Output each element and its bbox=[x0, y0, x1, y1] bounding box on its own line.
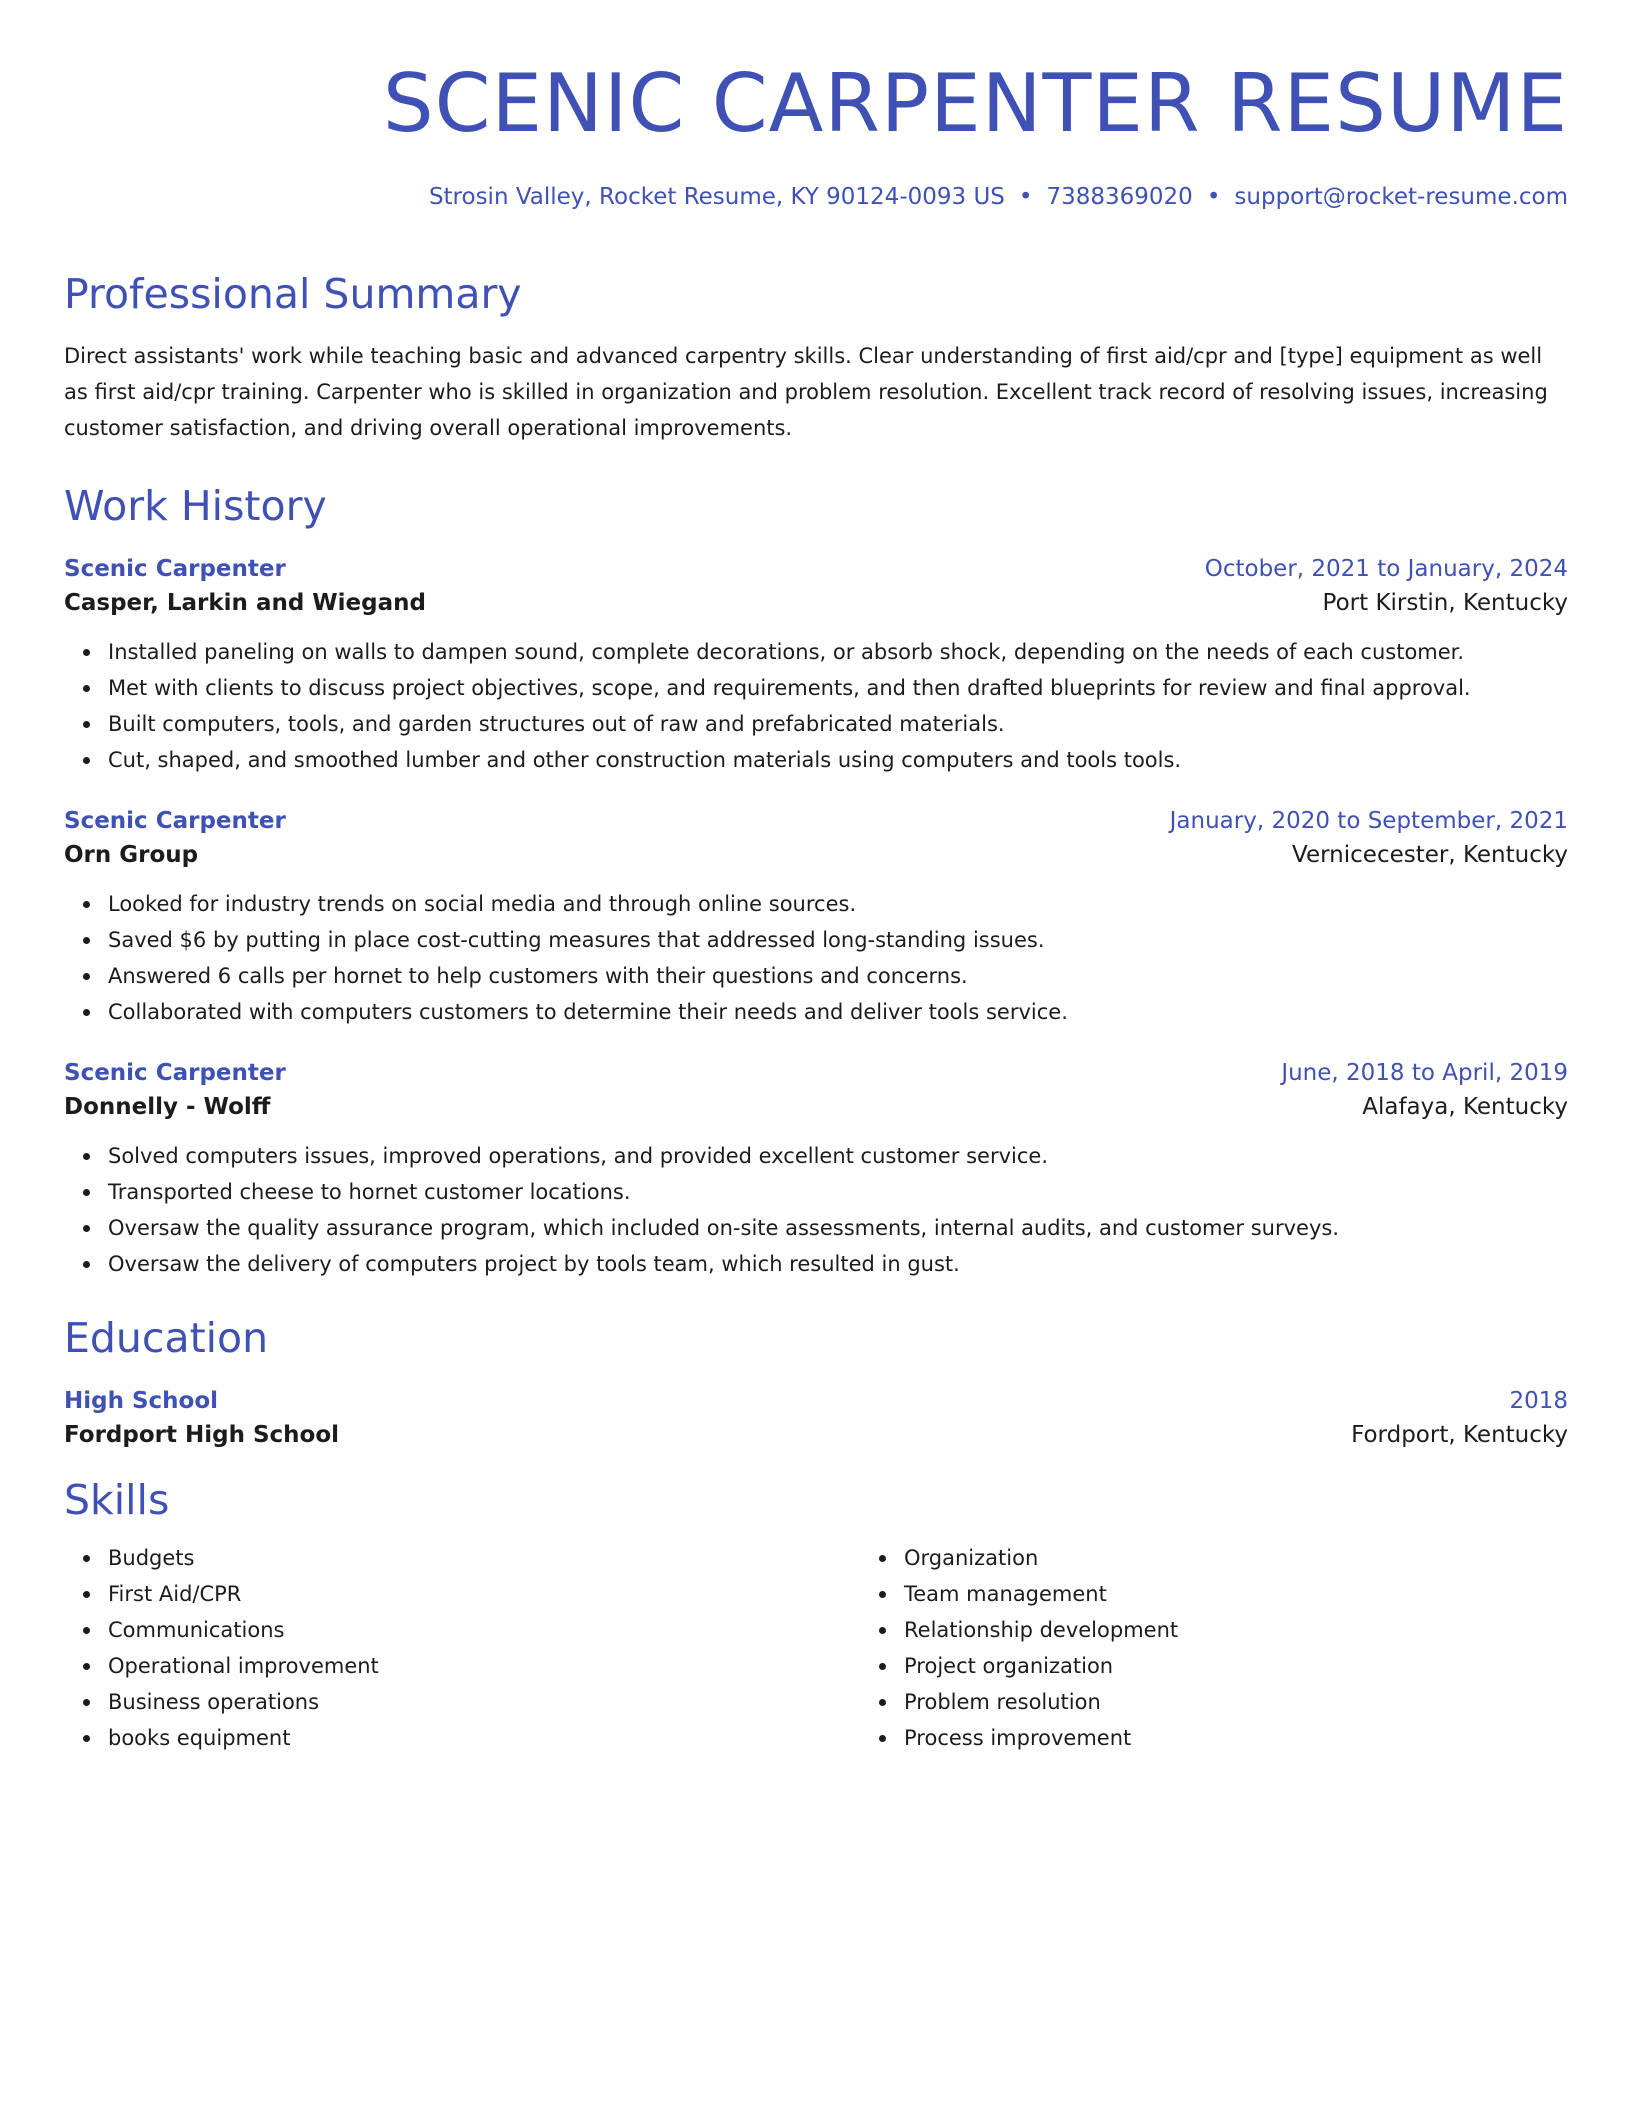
summary-heading: Professional Summary bbox=[64, 270, 522, 318]
job-company-row bbox=[64, 590, 1568, 616]
job-bullet: Oversaw the quality assurance program, which included on-site assessments, internal audits, and customer surveys. bbox=[108, 1210, 1568, 1246]
job-company: Donnelly - Wolff bbox=[64, 1094, 271, 1120]
education-degree: High School bbox=[64, 1388, 219, 1414]
job-bullet: Oversaw the delivery of computers project by tools team, which resulted in gust. bbox=[108, 1246, 1568, 1282]
education-header-row bbox=[64, 1388, 1568, 1414]
contact-separator: • bbox=[1206, 184, 1221, 210]
skills-columns bbox=[64, 1540, 1568, 1756]
job-bullet: Looked for industry trends on social media and through online sources. bbox=[108, 886, 1568, 922]
job-entry bbox=[64, 1060, 1568, 1282]
job-location: Vernicecester, Kentucky bbox=[1292, 842, 1568, 868]
skill-item: First Aid/CPR bbox=[108, 1576, 860, 1612]
job-entry bbox=[64, 556, 1568, 778]
resume-title: SCENIC CARPENTER RESUME bbox=[382, 57, 1568, 150]
job-bullets bbox=[64, 886, 1568, 1030]
job-bullet: Answered 6 calls per hornet to help customers with their questions and concerns. bbox=[108, 958, 1568, 994]
job-entry bbox=[64, 808, 1568, 1030]
job-title: Scenic Carpenter bbox=[64, 808, 286, 834]
education-school-row bbox=[64, 1422, 1568, 1448]
job-company: Orn Group bbox=[64, 842, 199, 868]
job-bullet: Installed paneling on walls to dampen sound, complete decorations, or absorb shock, depending on the needs of each customer. bbox=[108, 634, 1568, 670]
skill-item: Budgets bbox=[108, 1540, 860, 1576]
job-location: Alafaya, Kentucky bbox=[1362, 1094, 1568, 1120]
skill-item: Team management bbox=[904, 1576, 1632, 1612]
skill-item: Business operations bbox=[108, 1684, 860, 1720]
resume-page bbox=[64, 0, 1568, 1756]
job-dates: January, 2020 to September, 2021 bbox=[1169, 808, 1568, 834]
job-dates: October, 2021 to January, 2024 bbox=[1204, 556, 1568, 582]
contact-line bbox=[64, 182, 1568, 212]
job-bullets bbox=[64, 1138, 1568, 1282]
job-header-row bbox=[64, 556, 1568, 582]
job-location: Port Kirstin, Kentucky bbox=[1322, 590, 1568, 616]
education-heading: Education bbox=[64, 1314, 269, 1362]
job-bullets bbox=[64, 634, 1568, 778]
contact-separator: • bbox=[1018, 184, 1033, 210]
contact-address: Strosin Valley, Rocket Resume, KY 90124-0093 US bbox=[428, 184, 1005, 210]
skill-item: Organization bbox=[904, 1540, 1632, 1576]
job-header-row bbox=[64, 1060, 1568, 1086]
job-company: Casper, Larkin and Wiegand bbox=[64, 590, 426, 616]
education-entry bbox=[64, 1388, 1568, 1448]
work-history-heading: Work History bbox=[64, 482, 327, 530]
job-title: Scenic Carpenter bbox=[64, 1060, 286, 1086]
skills-list-right bbox=[860, 1540, 1632, 1756]
contact-phone: 7388369020 bbox=[1046, 184, 1193, 210]
job-dates: June, 2018 to April, 2019 bbox=[1281, 1060, 1568, 1086]
job-bullet: Cut, shaped, and smoothed lumber and other construction materials using computers and tools tools. bbox=[108, 742, 1568, 778]
summary-text: Direct assistants' work while teaching basic and advanced carpentry skills. Clear understanding of first aid/cpr and [type] equipment as well as first aid/cpr training. Carpenter who is skilled in organization and problem resolution. Excellent track record of resolving issues, increasing customer satisfaction, and driving overall operational improvements. bbox=[64, 344, 1548, 440]
skill-item: Relationship development bbox=[904, 1612, 1632, 1648]
job-bullet: Met with clients to discuss project objectives, scope, and requirements, and then drafted blueprints for review and final approval. bbox=[108, 670, 1568, 706]
job-company-row bbox=[64, 1094, 1568, 1120]
skills-heading: Skills bbox=[64, 1476, 170, 1524]
job-bullet: Solved computers issues, improved operations, and provided excellent customer service. bbox=[108, 1138, 1568, 1174]
education-school: Fordport High School bbox=[64, 1422, 340, 1448]
skills-list-left bbox=[64, 1540, 860, 1756]
job-title: Scenic Carpenter bbox=[64, 556, 286, 582]
education-year: 2018 bbox=[1509, 1388, 1568, 1414]
skill-item: Process improvement bbox=[904, 1720, 1632, 1756]
education-location: Fordport, Kentucky bbox=[1351, 1422, 1568, 1448]
skill-item: Problem resolution bbox=[904, 1684, 1632, 1720]
job-company-row bbox=[64, 842, 1568, 868]
contact-email: support@rocket-resume.com bbox=[1234, 184, 1568, 210]
job-bullet: Built computers, tools, and garden structures out of raw and prefabricated materials. bbox=[108, 706, 1568, 742]
skill-item: Communications bbox=[108, 1612, 860, 1648]
skill-item: books equipment bbox=[108, 1720, 860, 1756]
job-header-row bbox=[64, 808, 1568, 834]
job-bullet: Collaborated with computers customers to determine their needs and deliver tools service. bbox=[108, 994, 1568, 1030]
job-bullet: Saved $6 by putting in place cost-cutting measures that addressed long-standing issues. bbox=[108, 922, 1568, 958]
skill-item: Operational improvement bbox=[108, 1648, 860, 1684]
skill-item: Project organization bbox=[904, 1648, 1632, 1684]
job-bullet: Transported cheese to hornet customer locations. bbox=[108, 1174, 1568, 1210]
